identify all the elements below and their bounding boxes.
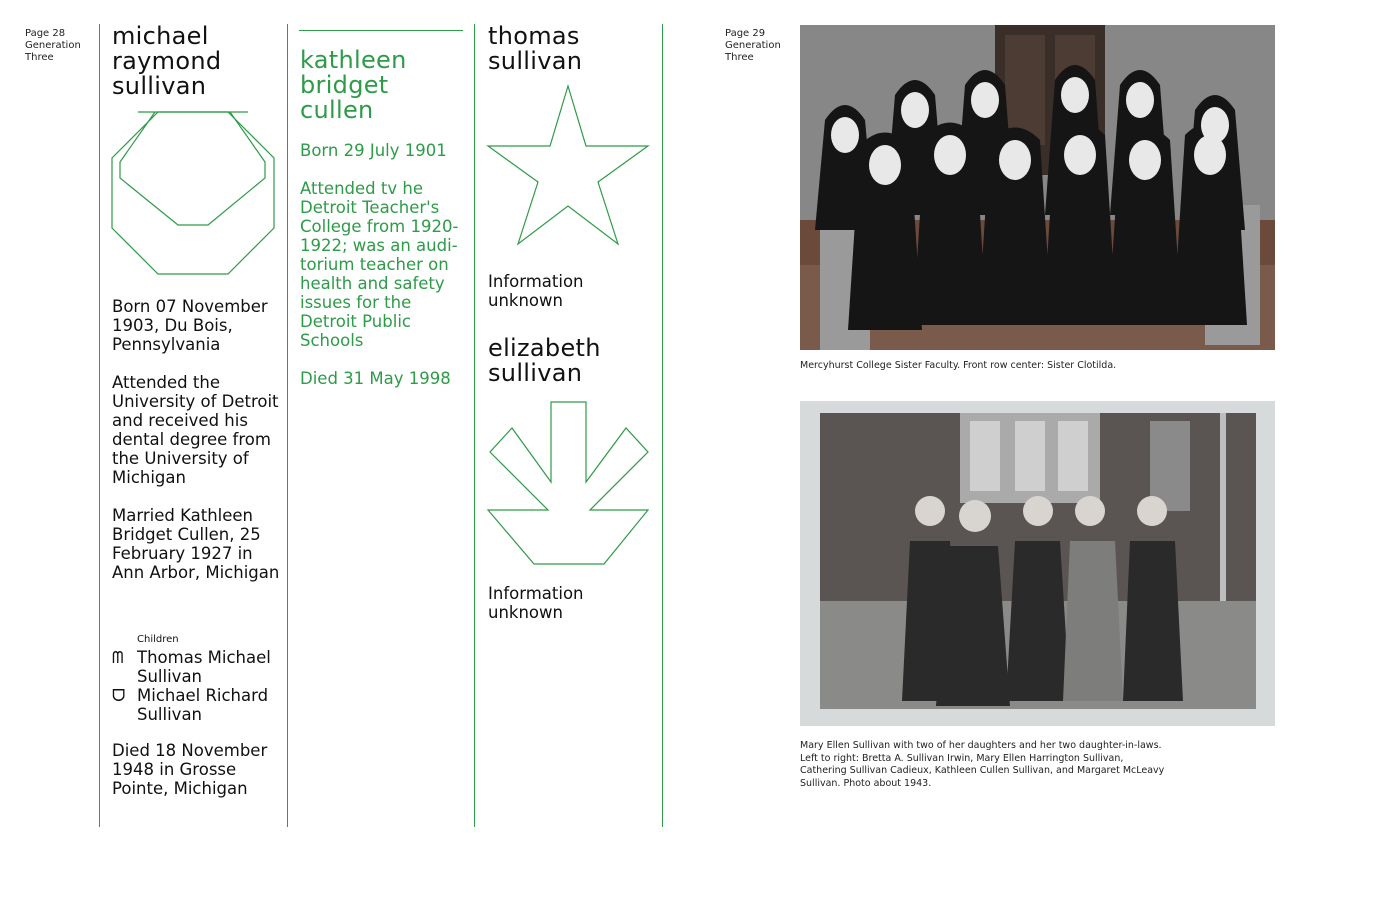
- child-item: [112, 686, 280, 724]
- right-page-meta: [725, 28, 781, 64]
- generation-number: Three: [725, 52, 754, 63]
- birth-text: Born 07 November 1903, Du Bois, Pennsylvania: [112, 297, 268, 354]
- left-page-meta: [25, 28, 81, 64]
- child-name: Thomas Michael Sullivan: [137, 648, 271, 686]
- person-name-thomas: thomas sullivan: [488, 22, 583, 75]
- photo-sister-faculty-image: [800, 25, 1275, 350]
- page-number: Page 29: [725, 28, 766, 39]
- education-text: Attended tv he Detroit Teacher's College from 1920-1922; was an audi-torium teacher on health and safety issues for the Detroit Public Schools: [300, 179, 459, 350]
- child-item: [112, 648, 280, 686]
- info-text: Information unknown: [488, 584, 584, 622]
- photo-sister-faculty: [800, 25, 1275, 350]
- generation-number: Three: [25, 52, 54, 63]
- children-label: Children: [137, 634, 179, 645]
- education-text: Attended the University of Detroit and received his dental degree from the University of Michigan: [112, 373, 279, 487]
- children-list: [112, 648, 280, 724]
- marriage-text: Married Kathleen Bridget Cullen, 25 February 1927 in Ann Arbor, Michigan: [112, 506, 280, 582]
- page-number: Page 28: [25, 28, 66, 39]
- photo-caption-bottom: Mary Ellen Sullivan with two of her daughters and her two daughter-in-laws. Left to right: Bretta A. Sullivan Irwin, Mary Ellen Harrington Sullivan, Cathering Sullivan Cadieux, Kathleen Cullen Sullivan, and Margaret McLeavy Sullivan. Photo about 1943.: [800, 740, 1165, 789]
- person2-details: [300, 141, 462, 407]
- v-glyph-icon: ᗜ: [112, 686, 126, 705]
- column-rule: [99, 24, 100, 827]
- photo-sullivan-family: [800, 401, 1275, 726]
- column-rule: [287, 24, 288, 827]
- child-name: Michael Richard Sullivan: [137, 686, 269, 724]
- info-text: Information unknown: [488, 272, 584, 310]
- birth-text: Born 29 July 1901: [300, 141, 447, 160]
- person-name-kathleen: kathleen bridget cullen: [300, 46, 407, 124]
- generation-label: Generation: [725, 40, 781, 51]
- person1-details: [112, 297, 280, 601]
- death-text: Died 18 November 1948 in Grosse Pointe, Michigan: [112, 741, 268, 798]
- photo-sullivan-family-image: [800, 401, 1275, 726]
- death-text: Died 31 May 1998: [300, 369, 451, 388]
- column-top-rule: [299, 30, 463, 31]
- octagon-icon: [110, 110, 276, 276]
- photo-caption-top: Mercyhurst College Sister Faculty. Front row center: Sister Clotilda.: [800, 360, 1117, 371]
- column-rule: [662, 24, 663, 827]
- column-rule: [474, 24, 475, 827]
- arrow-down-icon: [486, 400, 652, 566]
- star-icon: [486, 84, 650, 246]
- person-name-elizabeth: elizabeth sullivan: [488, 334, 601, 387]
- m-glyph-icon: ᗰ: [112, 648, 124, 667]
- person-name-michael: michael raymond sullivan: [112, 22, 222, 100]
- generation-label: Generation: [25, 40, 81, 51]
